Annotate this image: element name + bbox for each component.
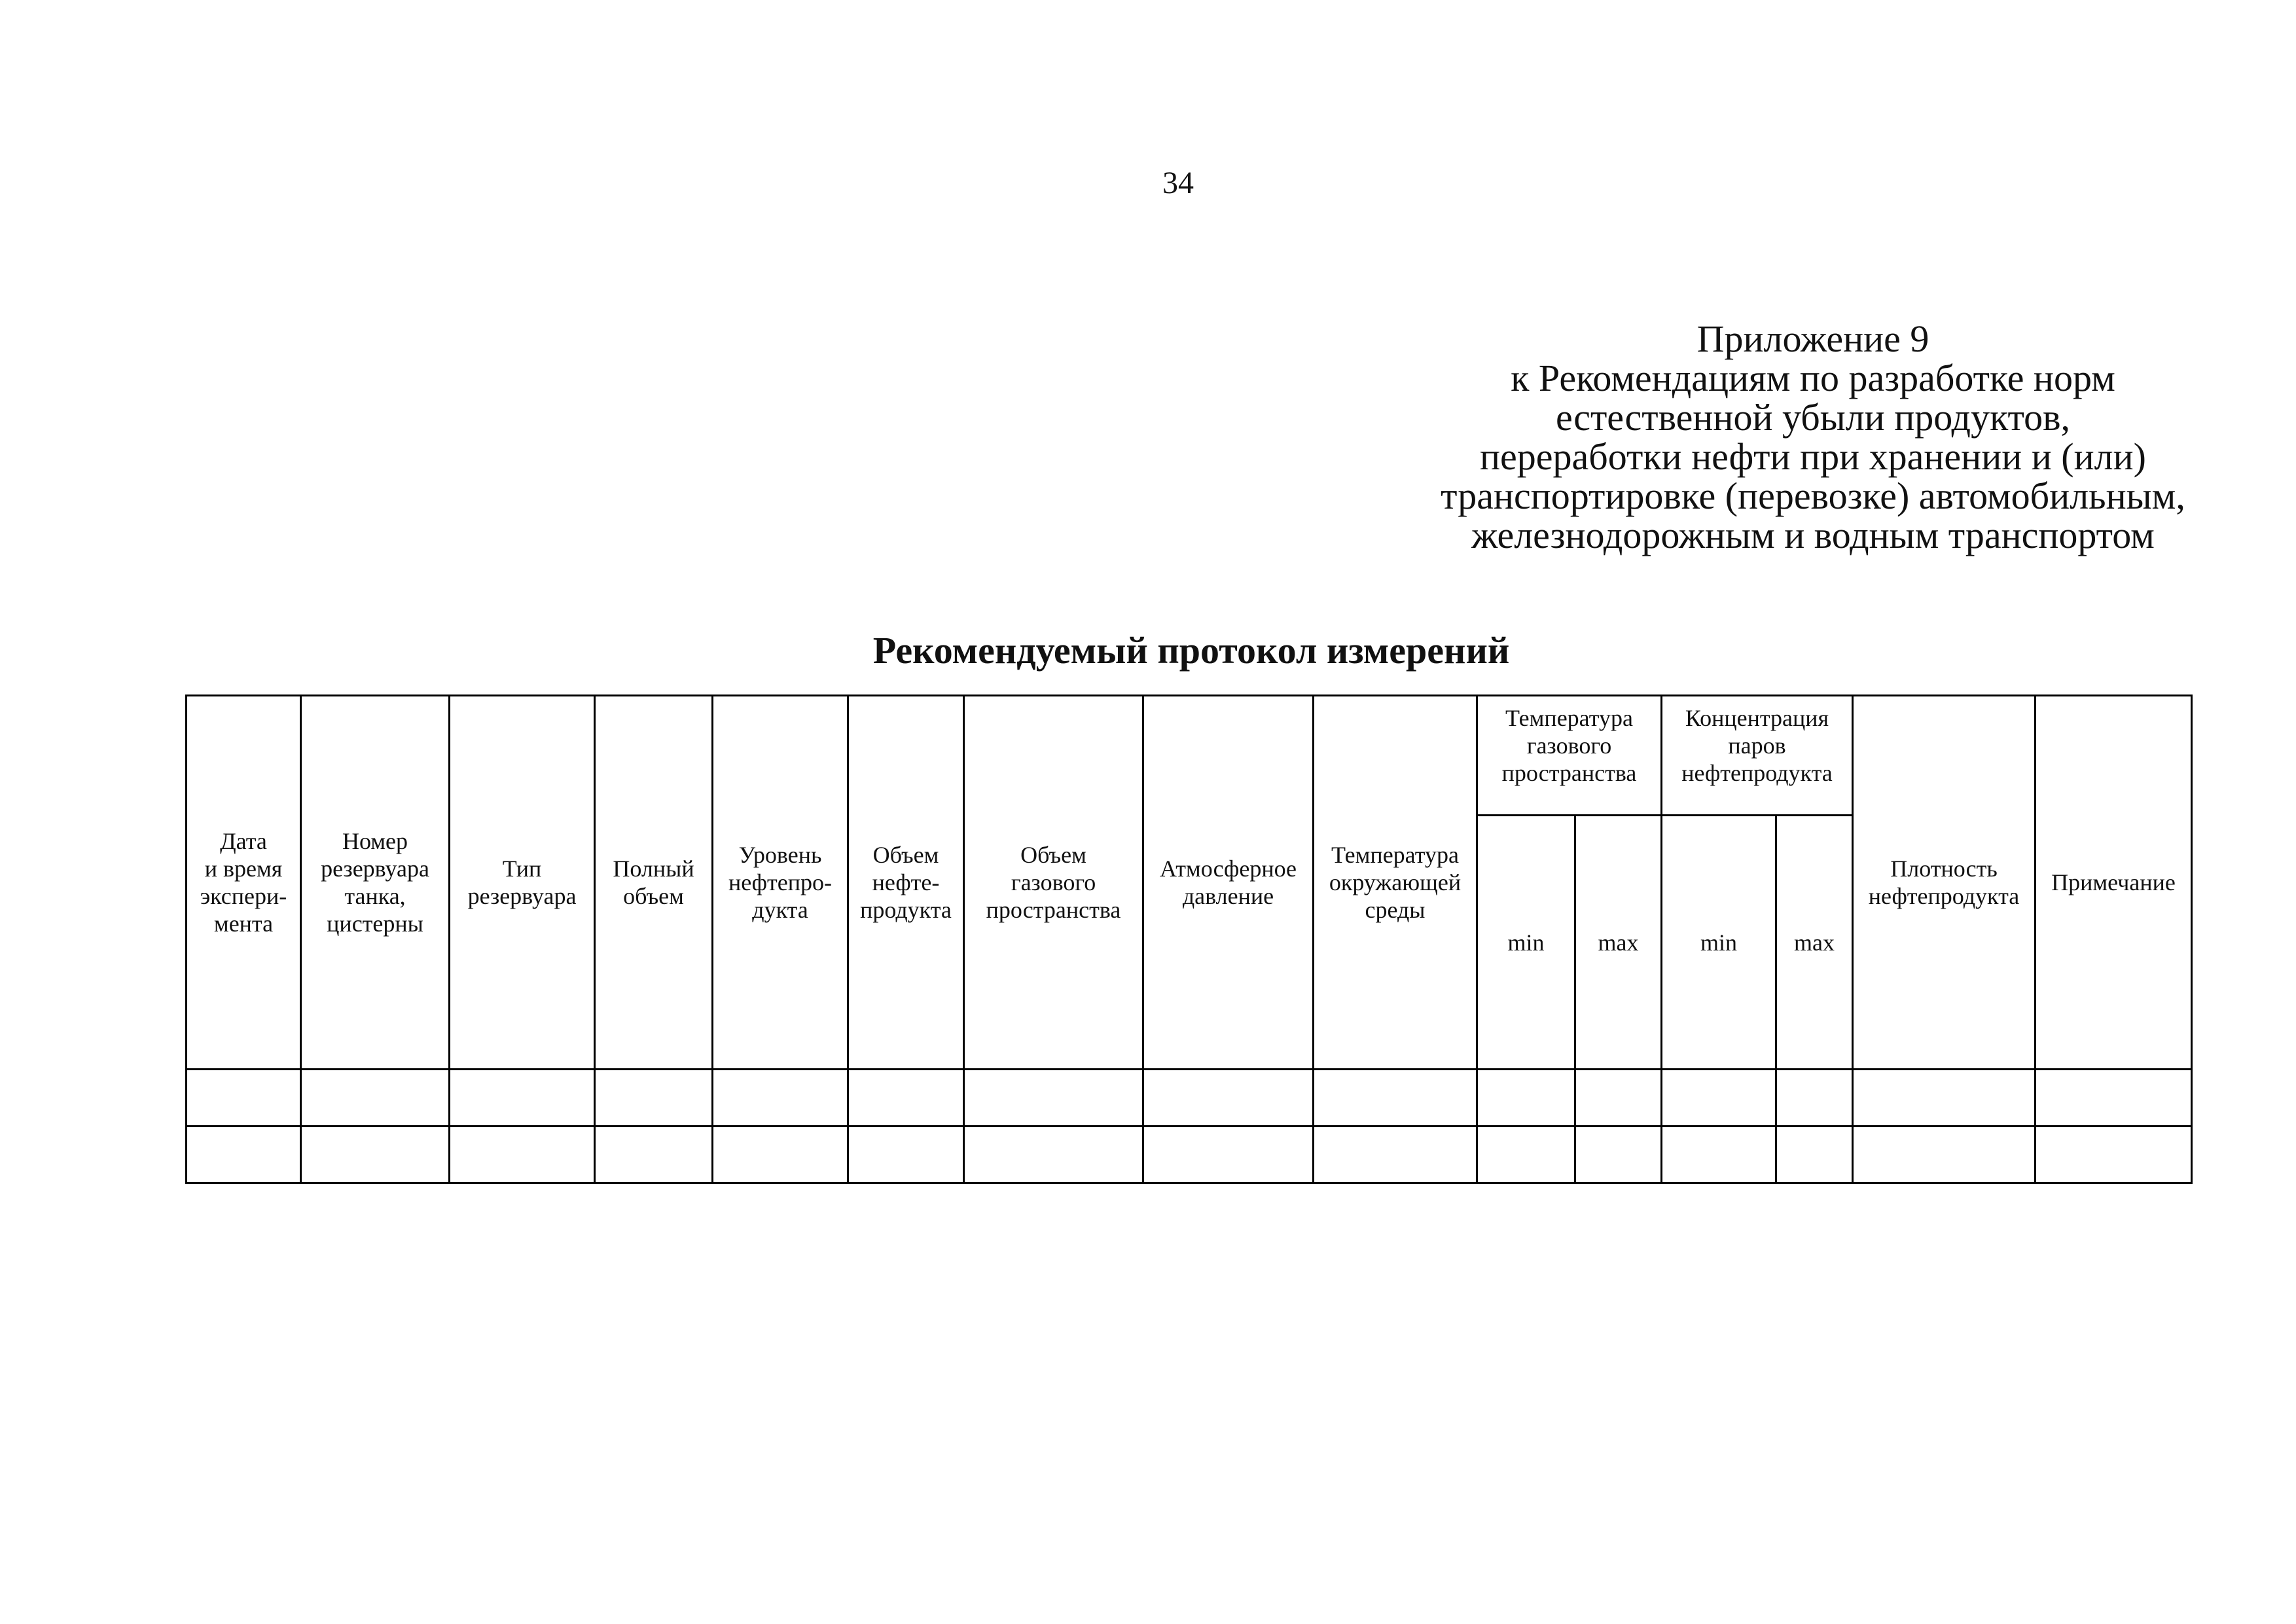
- table-cell: [713, 1127, 848, 1183]
- appendix-line: естественной убыли продуктов,: [1556, 396, 2070, 439]
- table-cell: [595, 1127, 713, 1183]
- header-gas-space-volume: Объем газового пространства: [964, 696, 1143, 1070]
- header-vapor-max: max: [1776, 816, 1853, 1070]
- table-cell: [595, 1070, 713, 1127]
- header-tank-type: Тип резервуара: [450, 696, 595, 1070]
- table-cell: [1143, 1127, 1314, 1183]
- table-cell: [848, 1070, 964, 1127]
- table-cell: [1575, 1127, 1662, 1183]
- header-atm-pressure: Атмосферное давление: [1143, 696, 1314, 1070]
- table-cell: [301, 1127, 450, 1183]
- document-title: Рекомендуемый протокол измерений: [872, 629, 1510, 672]
- page-number: 34: [1162, 166, 1194, 200]
- appendix-line: транспортировке (перевозке) автомобильным,: [1441, 475, 2185, 517]
- table-cell: [301, 1070, 450, 1127]
- table-cell: [1776, 1127, 1853, 1183]
- measurement-protocol-table: [185, 695, 2193, 1184]
- appendix-line: железнодорожным и водным транспортом: [1471, 514, 2155, 556]
- table-row: [187, 1127, 2192, 1183]
- header-product-volume: Объем нефте- продукта: [848, 696, 964, 1070]
- table-cell: [1662, 1070, 1776, 1127]
- table-cell: [187, 1127, 301, 1183]
- table-cell: [1853, 1070, 2036, 1127]
- header-gas-temp-min: min: [1477, 816, 1575, 1070]
- header-density: Плотность нефтепродукта: [1853, 696, 2036, 1070]
- table-cell: [1314, 1070, 1477, 1127]
- appendix-line: Приложение 9: [1696, 317, 1929, 360]
- header-note: Примечание: [2036, 696, 2192, 1070]
- table-cell: [1662, 1127, 1776, 1183]
- appendix-line: к Рекомендациям по разработке норм: [1511, 357, 2115, 399]
- appendix-line: переработки нефти при хранении и (или): [1480, 435, 2146, 478]
- header-tank-number: Номер резервуара танка, цистерны: [301, 696, 450, 1070]
- table-cell: [1575, 1070, 1662, 1127]
- table-cell: [1143, 1070, 1314, 1127]
- header-full-volume: Полный объем: [595, 696, 713, 1070]
- table-cell: [1477, 1070, 1575, 1127]
- table-cell: [964, 1070, 1143, 1127]
- table-cell: [450, 1070, 595, 1127]
- header-date-time: Дата и время экспери- мента: [187, 696, 301, 1070]
- table-cell: [1853, 1127, 2036, 1183]
- table-cell: [713, 1070, 848, 1127]
- table-cell: [187, 1070, 301, 1127]
- table-cell: [2036, 1127, 2192, 1183]
- table-cell: [848, 1127, 964, 1183]
- header-product-level: Уровень нефтепро- дукта: [713, 696, 848, 1070]
- table-cell: [1314, 1127, 1477, 1183]
- header-vapor-min: min: [1662, 816, 1776, 1070]
- header-row: [187, 696, 2192, 816]
- table-cell: [2036, 1070, 2192, 1127]
- table-cell: [964, 1127, 1143, 1183]
- table-cell: [1477, 1127, 1575, 1183]
- header-ambient-temp: Температура окружающей среды: [1314, 696, 1477, 1070]
- table-cell: [1776, 1070, 1853, 1127]
- header-gas-space-temp: Температура газового пространства: [1477, 696, 1662, 816]
- header-gas-temp-max: max: [1575, 816, 1662, 1070]
- table-row: [187, 1070, 2192, 1127]
- header-vapor-concentration: Концентрация паров нефтепродукта: [1662, 696, 1853, 816]
- table-cell: [450, 1127, 595, 1183]
- appendix-heading: [1388, 319, 2238, 555]
